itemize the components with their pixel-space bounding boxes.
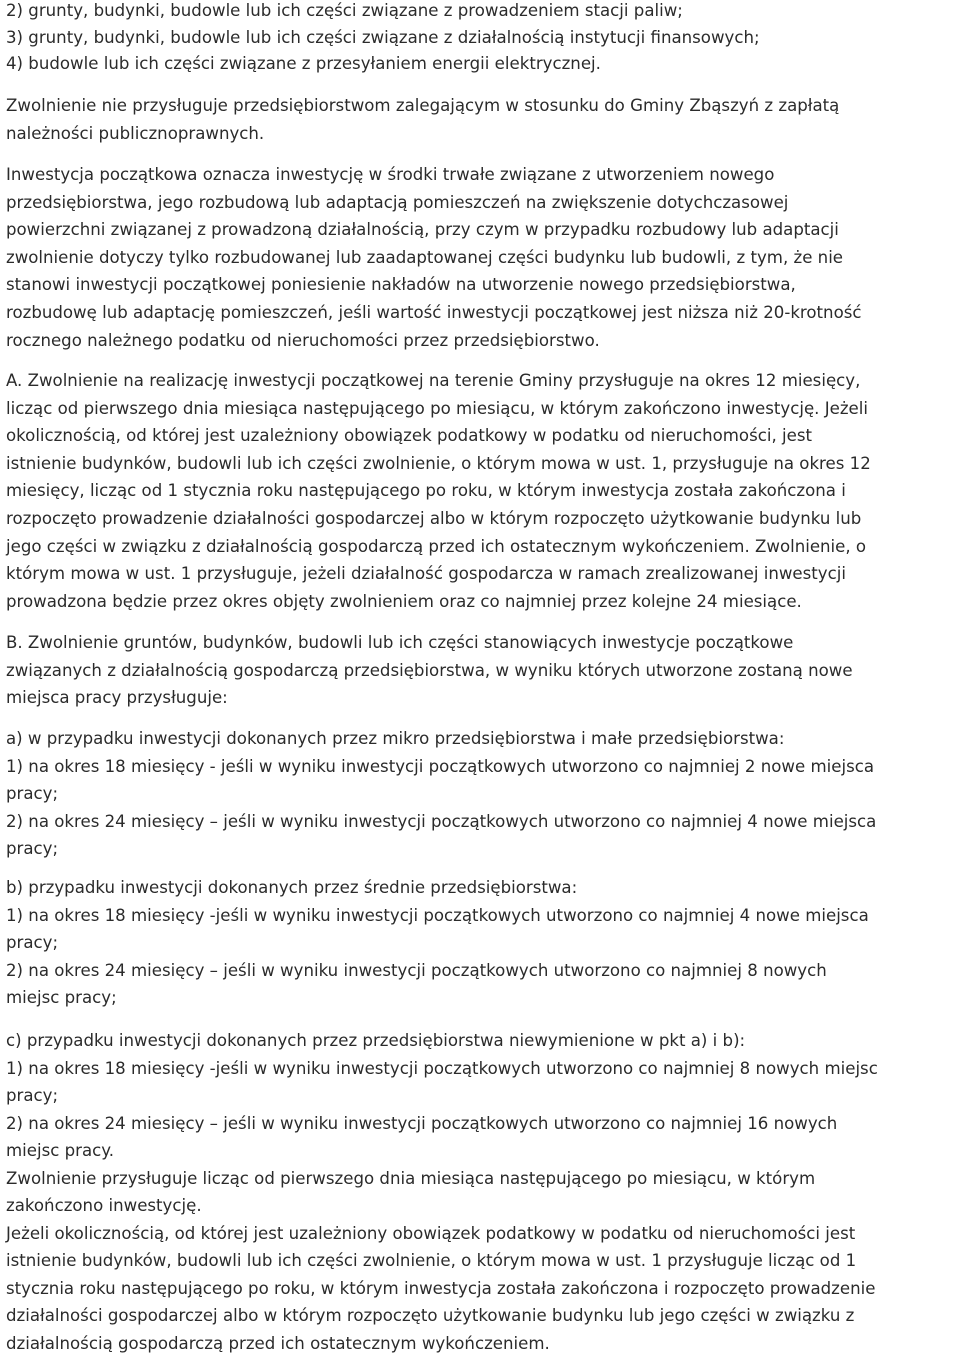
text-line: 2) na okres 24 miesięcy – jeśli w wyniku inwestycji początkowych utworzono co najmniej 4 nowe miejsca (6, 811, 877, 831)
text-line: pracy; (6, 784, 59, 803)
text-line: Zwolnienie przysługuje licząc od pierwszego dnia miesiąca następującego po miesiącu, w którym (6, 1168, 816, 1188)
text-line: 2) na okres 24 miesięcy – jeśli w wyniku inwestycji początkowych utworzono co najmniej 8 nowych (6, 960, 827, 980)
text-line: Inwestycja początkowa oznacza inwestycję w środki trwałe związane z utworzeniem nowego (6, 165, 775, 184)
text-line: pracy; (6, 1086, 59, 1105)
section-a (6, 367, 956, 615)
text-line: 1) na okres 18 miesięcy -jeśli w wyniku inwestycji początkowych utworzono co najmniej 4 nowe miejsca (6, 905, 869, 925)
section-b-b (6, 874, 956, 1012)
text-line: b) przypadku inwestycji dokonanych przez średnie przedsiębiorstwa: (6, 878, 578, 897)
text-line: istnienie budynków, budowli lub ich części zwolnienie, o którym mowa w ust. 1 przysługuje licząc od 1 (6, 1251, 857, 1270)
text-line: stycznia roku następującego po roku, w którym inwestycja została zakończona i rozpoczęto prowadzenie (6, 1278, 876, 1298)
text-line: należności publicznoprawnych. (6, 123, 265, 143)
text-line: Zwolnienie nie przysługuje przedsiębiorstwom zalegającym w stosunku do Gminy Zbąszyń z zapłatą (6, 96, 840, 115)
initial-investment-definition (6, 161, 956, 354)
text-line: 2) grunty, budynki, budowle lub ich części związane z prowadzeniem stacji paliw; (6, 1, 683, 20)
text-line: miejsc pracy. (6, 1141, 115, 1160)
text-line: okolicznością, od której jest uzależniony obowiązek podatkowy w podatku od nieruchomości, jest (6, 426, 812, 446)
text-line: istnienie budynków, budowli lub ich części zwolnienie, o którym mowa w ust. 1, przysługuje na okres 12 (6, 453, 871, 473)
text-line: powierzchni związanej z prowadzoną działalnością, przy czym w przypadku rozbudowy lub adaptacji (6, 220, 839, 240)
text-line: a) w przypadku inwestycji dokonanych przez mikro przedsiębiorstwa i małe przedsiębiorstwa: (6, 729, 785, 748)
text-line: pracy; (6, 839, 59, 858)
text-line: działalnością gospodarczą przed ich ostatecznym wykończeniem. (6, 1333, 550, 1353)
text-line: licząc od pierwszego dnia miesiąca następującego po miesiącu, w którym zakończono inwestycję. Jeżeli (6, 398, 868, 418)
text-line: Jeżeli okolicznością, od której jest uzależniony obowiązek podatkowy w podatku od nieruchomości jest (6, 1223, 856, 1243)
text-line: zakończono inwestycję. (6, 1196, 202, 1215)
text-line: prowadzona będzie przez okres objęty zwolnieniem oraz co najmniej przez kolejne 24 miesiące. (6, 591, 802, 611)
text-line: przedsiębiorstwa, jego rozbudową lub adaptacją pomieszczeń na zwiększenie dotychczasowej (6, 192, 789, 212)
section-b-a (6, 725, 956, 863)
text-line: pracy; (6, 933, 59, 952)
text-line: którym mowa w ust. 1 przysługuje, jeżeli działalność gospodarcza w ramach zrealizowanej inwestycji (6, 564, 846, 584)
text-line: rozpoczęto prowadzenie działalności gospodarczej albo w którym rozpoczęto użytkowanie budynku lub (6, 508, 862, 528)
text-line: 1) na okres 18 miesięcy - jeśli w wyniku inwestycji początkowych utworzono co najmniej 2 nowe miejsca (6, 756, 875, 776)
text-line: c) przypadku inwestycji dokonanych przez przedsiębiorstwa niewymienione w pkt a) i b): (6, 1031, 746, 1050)
text-line: jego części w związku z działalnością gospodarczą przed ich ostatecznym wykończeniem. Zwolnienie, o (6, 536, 867, 556)
text-line: rozbudowę lub adaptację pomieszczeń, jeśli wartość inwestycji początkowej jest niższa niż 20-krotność (6, 302, 862, 322)
text-line: rocznego należnego podatku od nieruchomości przez przedsiębiorstwo. (6, 330, 600, 350)
text-line: działalności gospodarczej albo w którym rozpoczęto użytkowanie budynku lub jego części w związku z (6, 1306, 855, 1325)
section-b-c (6, 1027, 956, 1357)
text-line: 1) na okres 18 miesięcy -jeśli w wyniku inwestycji początkowych utworzono co najmniej 8 nowych miejsc (6, 1058, 878, 1078)
text-line: 2) na okres 24 miesięcy – jeśli w wyniku inwestycji początkowych utworzono co najmniej 16 nowych (6, 1113, 838, 1133)
exemption-note (6, 92, 956, 147)
text-line: B. Zwolnienie gruntów, budynków, budowli lub ich części stanowiących inwestycje początkowe (6, 633, 794, 652)
text-line: A. Zwolnienie na realizację inwestycji początkowej na terenie Gminy przysługuje na okres 12 miesięcy, (6, 371, 861, 390)
section-b (6, 629, 956, 712)
text-line: związanych z działalnością gospodarczą przedsiębiorstwa, w wyniku których utworzone zostaną nowe (6, 660, 853, 680)
text-line: stanowi inwestycji początkowej poniesienie nakładów na utworzenie nowego przedsiębiorstwa, (6, 275, 796, 295)
text-line: 4) budowle lub ich części związane z przesyłaniem energii elektrycznej. (6, 54, 601, 74)
list-top (6, 0, 956, 78)
text-line: miejsc pracy; (6, 988, 117, 1007)
text-line: miesięcy, licząc od 1 stycznia roku następującego po roku, w którym inwestycja została zakończona i (6, 481, 846, 501)
text-line: 3) grunty, budynki, budowle lub ich części związane z działalnością instytucji finansowych; (6, 27, 760, 47)
text-line: miejsca pracy przysługuje: (6, 688, 228, 708)
text-line: zwolnienie dotyczy tylko rozbudowanej lub zaadaptowanej części budynku lub budowli, z tym, że nie (6, 247, 844, 267)
